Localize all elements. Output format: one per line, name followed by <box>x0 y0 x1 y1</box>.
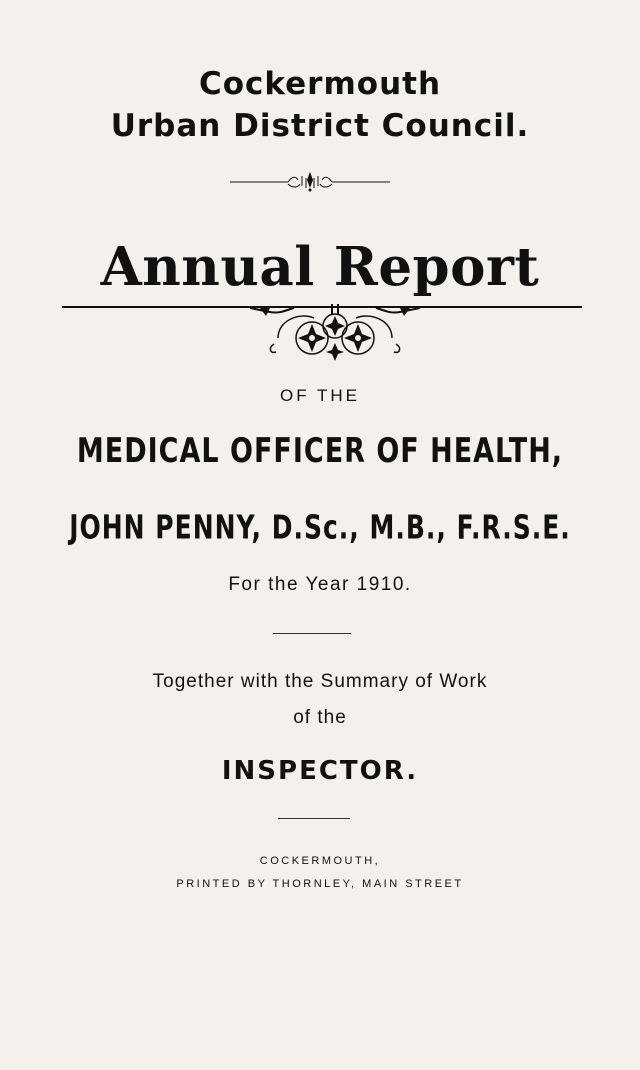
printer-imprint: PRINTED BY THORNLEY, MAIN STREET <box>176 878 464 890</box>
report-year: For the Year 1910. <box>228 574 412 595</box>
author-name: JOHN PENNY, D.Sc., M.B., F.R.S.E. <box>69 508 571 547</box>
together-line-1: Together with the Summary of Work <box>152 671 488 692</box>
together-line-2: of the <box>293 707 347 728</box>
flourish-ornament-icon <box>230 168 390 192</box>
report-title: Annual Report <box>100 236 540 298</box>
floral-rosette-ornament-icon <box>250 304 420 364</box>
office-title: MEDICAL OFFICER OF HEALTH, <box>76 432 564 471</box>
council-name-line-1: Cockermouth <box>198 66 442 102</box>
divider-rule <box>273 633 351 634</box>
of-the-label: OF THE <box>279 386 361 405</box>
inspector-title: INSPECTOR. <box>221 756 419 786</box>
divider-rule <box>278 818 350 819</box>
printer-place: COCKERMOUTH, <box>259 855 381 867</box>
council-name-line-2: Urban District Council. <box>110 108 530 144</box>
